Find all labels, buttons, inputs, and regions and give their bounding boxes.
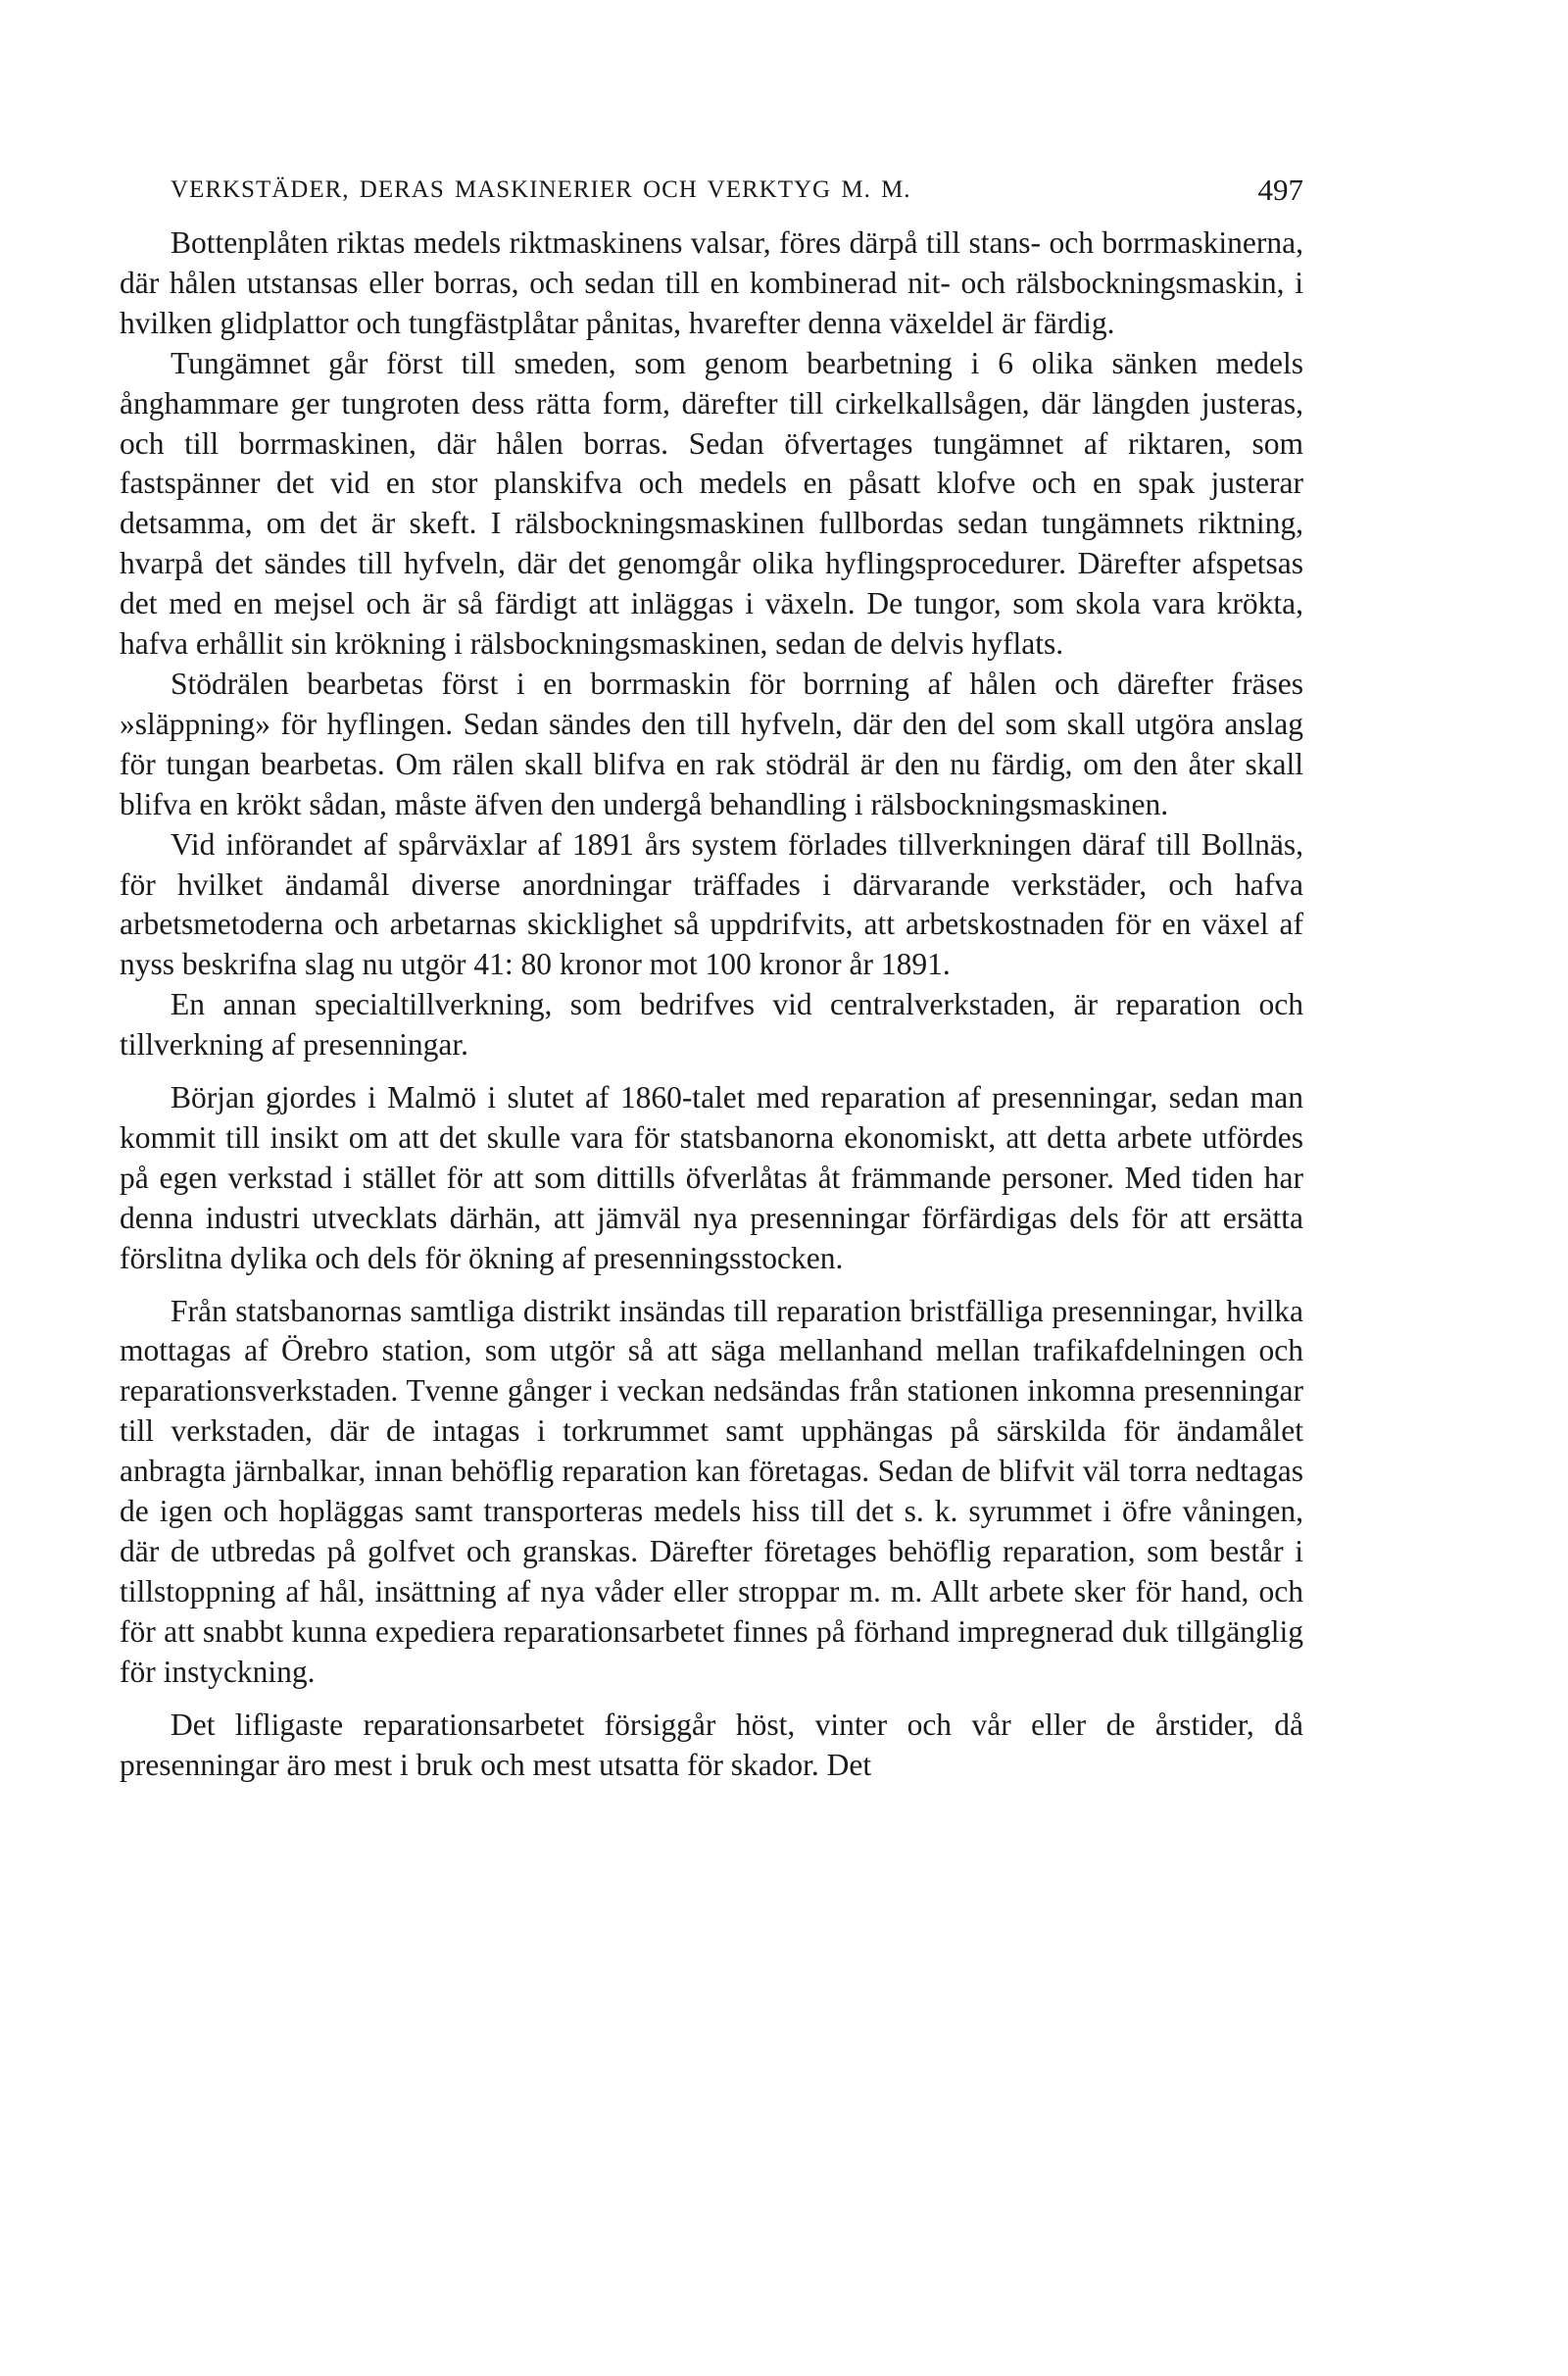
paragraph: Stödrälen bearbetas först i en borrmaskin för borrning af hålen och därefter fräses »släppning» för hyflingen. Sedan sändes den till hyfveln, där den del som skall utgöra anslag för tungan bearbetas. Om rälen skall blifva en rak stödräl är den nu färdig, om den åter skall blifva en krökt sådan, måste äfven den undergå behandling i rälsbockningsmaskinen. [120, 666, 1303, 821]
paragraph: Vid införandet af spårväxlar af 1891 års system förlades tillverkningen däraf till Bollnäs, för hvilket ändamål diverse anordningar träffades i därvarande verkstäder, och hafva arbetsmetoderna och arbetarnas skicklighet så uppdrifvits, att arbetskostnaden för en växel af nyss beskrifna slag nu utgör 41: 80 kronor mot 100 kronor år 1891. [120, 826, 1303, 982]
running-head [120, 165, 1303, 223]
paragraph: Från statsbanornas samtliga distrikt insändas till reparation bristfälliga presenningar, hvilka mottagas af Örebro station, som utgör så att säga mellanhand mellan trafikafdelningen och reparationsverkstaden. Tvenne gånger i veckan nedsändas från stationen inkomna presenningar till verkstaden, där de intagas i torkrummet samt upphängas på särskilda för ändamålet anbragta järnbalkar, innan behöflig reparation kan företagas. Sedan de blifvit väl torra nedtagas de igen och hopläggas samt transporteras medels hiss till det s. k. syrummet i öfre våningen, där de utbredas på golfvet och granskas. Därefter företages behöflig reparation, som består i tillstoppning af hål, insättning af nya våder eller stroppar m. m. Allt arbete sker för hand, och för att snabbt kunna expediera reparationsarbetet finnes på förhand impregnerad duk tillgänglig för instyckning. [120, 1293, 1303, 1689]
paragraph: Tungämnet går först till smeden, som genom bearbetning i 6 olika sänken medels ånghammare ger tungroten dess rätta form, därefter till cirkelkallsågen, där längden justeras, och till borrmaskinen, där hålen borras. Sedan öfvertages tungämnet af riktaren, som fastspänner det vid en stor planskifva och medels en påsatt klofve och en spak justerar detsamma, om det är skeft. I rälsbockningsmaskinen fullbordas sedan tungämnets riktning, hvarpå det sändes till hyfveln, där det genomgår olika hyflingsprocedurer. Därefter afspetsas det med en mejsel och är så färdigt att inläggas i växeln. De tungor, som skola vara krökta, hafva erhållit sin krökning i rälsbockningsmaskinen, sedan de delvis hyflats. [120, 345, 1303, 662]
body-text [120, 223, 1303, 1785]
paragraph: Det lifligaste reparationsarbetet försiggår höst, vinter och vår eller de årstider, då presenningar äro mest i bruk och mest utsatta för skador. Det [120, 1707, 1303, 1782]
paragraph: Bottenplåten riktas medels riktmaskinens valsar, föres därpå till stans- och borrmaskinerna, där hålen utstansas eller borras, och sedan till en kombinerad nit- och rälsbockningsmaskin, i hvilken glidplattor och tungfästplåtar pånitas, hvarefter denna växeldel är färdig. [120, 225, 1303, 340]
paragraph: En annan specialtillverkning, som bedrifves vid centralverkstaden, är reparation och tillverkning af presenningar. [120, 987, 1303, 1063]
running-title: VERKSTÄDER, DERAS MASKINERIER OCH VERKTYG M. M. [171, 176, 911, 203]
book-page [120, 165, 1303, 1785]
page-number: 497 [1257, 173, 1303, 207]
paragraph: Början gjordes i Malmö i slutet af 1860-talet med reparation af presenningar, sedan man kommit till insikt om att det skulle vara för statsbanorna ekonomiskt, att detta arbete utfördes på egen verkstad i stället för att som dittills öfverlåtas åt främmande personer. Med tiden har denna industri utvecklats därhän, att jämväl nya presenningar förfärdigas dels för att ersätta förslitna dylika och dels för ökning af presenningsstocken. [120, 1080, 1303, 1275]
